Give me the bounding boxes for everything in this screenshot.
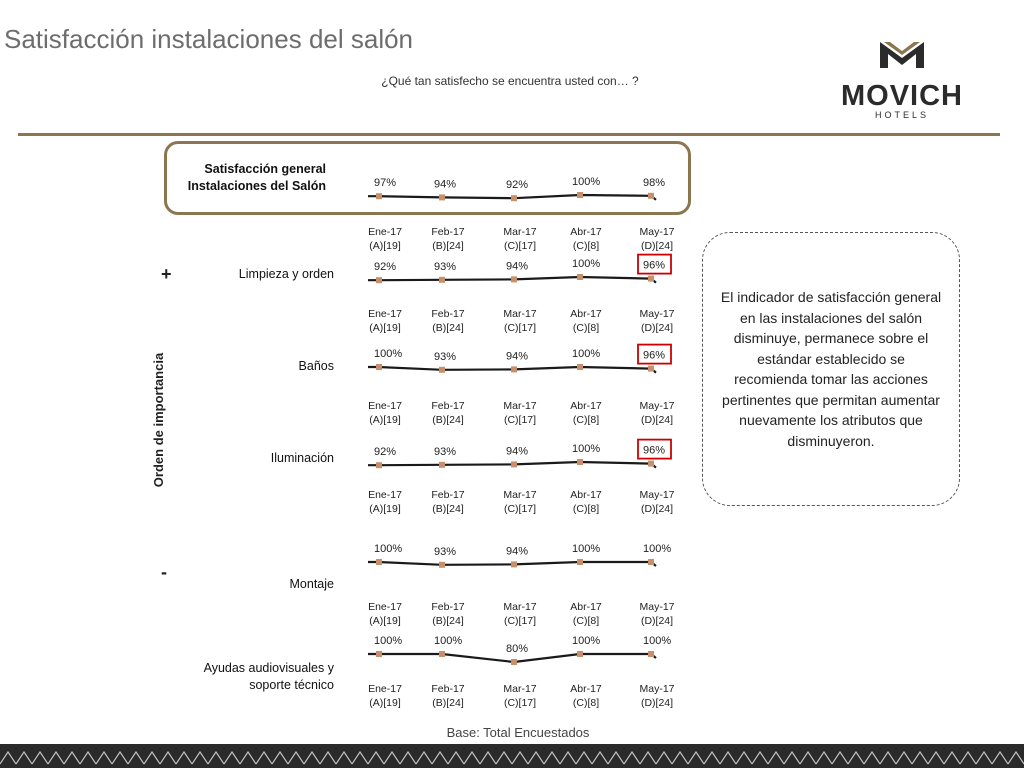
row-label-banos: Baños: [298, 359, 334, 373]
data-point-general-0: [376, 193, 382, 199]
series-montaje: [368, 543, 675, 627]
importance-axis-label: Orden de importancia: [151, 352, 166, 488]
x-tick-general-2: Mar-17: [503, 226, 537, 238]
data-point-iluminacion-1: [439, 462, 445, 468]
x-tick-general-4: May-17: [639, 226, 675, 238]
row-label-general-line1: Satisfacción general: [204, 162, 326, 176]
x-tick-iluminacion-2: Mar-17: [503, 489, 537, 501]
decorative-bottom-band: [0, 744, 1024, 768]
data-point-montaje-1: [439, 562, 445, 568]
x-tick-sub-banos-0: (A)[19]: [369, 414, 401, 426]
x-tick-sub-iluminacion-2: (C)[17]: [503, 503, 537, 515]
data-label-general-4: 98%: [643, 176, 666, 189]
row-label-iluminacion: Iluminación: [270, 451, 334, 465]
data-point-montaje-3: [577, 559, 583, 565]
data-label-ayudas-0: 100%: [374, 635, 403, 647]
insight-note-text: El indicador de satisfacción general en las instalaciones del salón disminuye, permanece sobre el estándar establecido se recomienda tomar las acciones pertinentes que permitan aumentar nuevamente los atributos que disminuyeron.: [720, 289, 942, 449]
x-tick-iluminacion-0: Ene-17: [368, 489, 402, 501]
data-label-ayudas-3: 100%: [572, 635, 601, 647]
x-tick-sub-limpieza-4: (D)[24]: [640, 322, 674, 334]
x-tick-sub-limpieza-0: (A)[19]: [369, 322, 401, 334]
x-tick-sub-banos-2: (C)[17]: [503, 414, 537, 426]
data-label-general-3: 100%: [572, 176, 601, 188]
x-tick-banos-4: May-17: [639, 400, 675, 412]
data-label-limpieza-0: 92%: [374, 261, 397, 274]
series-iluminacion: [368, 440, 675, 515]
data-point-limpieza-0: [376, 277, 382, 283]
x-tick-sub-general-4: (D)[24]: [640, 240, 674, 252]
data-point-general-1: [439, 194, 445, 200]
series-banos: [368, 345, 675, 426]
data-point-ayudas-2: [511, 659, 517, 665]
x-tick-ayudas-2: Mar-17: [503, 683, 537, 695]
data-point-banos-2: [511, 366, 517, 372]
data-label-general-2: 92%: [506, 179, 529, 192]
data-point-banos-3: [577, 364, 583, 370]
data-label-montaje-4: 100%: [643, 543, 672, 555]
data-label-limpieza-2: 94%: [506, 260, 529, 273]
x-tick-limpieza-4: May-17: [639, 308, 675, 320]
x-tick-sub-limpieza-3: (C)[8]: [572, 322, 600, 334]
data-label-banos-1: 93%: [434, 350, 457, 363]
data-label-montaje-2: 94%: [506, 545, 529, 558]
x-tick-banos-3: Abr-17: [570, 400, 602, 412]
series-ayudas: [368, 635, 675, 709]
data-point-limpieza-3: [577, 274, 583, 280]
data-label-ayudas-2: 80%: [506, 643, 529, 655]
data-point-general-2: [511, 195, 517, 201]
data-point-limpieza-4: [648, 276, 654, 282]
x-tick-ayudas-0: Ene-17: [368, 683, 402, 695]
data-label-montaje-0: 100%: [374, 543, 403, 555]
x-tick-iluminacion-1: Feb-17: [431, 489, 465, 501]
x-tick-sub-montaje-3: (C)[8]: [572, 615, 600, 627]
x-tick-ayudas-3: Abr-17: [570, 683, 602, 695]
x-tick-montaje-2: Mar-17: [503, 601, 537, 613]
logo-wordmark: MOVICH: [841, 80, 963, 112]
x-tick-sub-iluminacion-1: (B)[24]: [432, 503, 464, 515]
x-tick-sub-iluminacion-0: (A)[19]: [369, 503, 401, 515]
page-title: Satisfacción instalaciones del salón: [4, 24, 414, 54]
x-tick-sub-banos-4: (D)[24]: [640, 414, 674, 426]
data-point-iluminacion-2: [511, 461, 517, 467]
series-limpieza: [368, 255, 675, 334]
row-label-ayudas-line2: soporte técnico: [249, 678, 334, 692]
data-label-iluminacion-4: 96%: [643, 444, 666, 457]
row-label-montaje: Montaje: [289, 577, 334, 591]
x-tick-general-3: Abr-17: [570, 226, 602, 238]
x-tick-limpieza-2: Mar-17: [503, 308, 537, 320]
data-label-banos-4: 96%: [643, 349, 666, 362]
data-point-banos-1: [439, 367, 445, 373]
data-label-limpieza-4: 96%: [643, 259, 666, 272]
base-footnote: Base: Total Encuestados: [446, 725, 590, 740]
data-point-montaje-2: [511, 561, 517, 567]
x-tick-montaje-0: Ene-17: [368, 601, 402, 613]
x-tick-sub-ayudas-0: (A)[19]: [369, 697, 401, 709]
x-tick-sub-iluminacion-3: (C)[8]: [572, 503, 600, 515]
importance-minus-sign: -: [161, 562, 167, 582]
x-tick-montaje-4: May-17: [639, 601, 675, 613]
x-tick-montaje-1: Feb-17: [431, 601, 465, 613]
x-tick-sub-ayudas-2: (C)[17]: [503, 697, 537, 709]
x-tick-sub-limpieza-1: (B)[24]: [432, 322, 464, 334]
x-tick-banos-2: Mar-17: [503, 400, 537, 412]
x-tick-sub-general-1: (B)[24]: [432, 240, 464, 252]
x-tick-sub-banos-1: (B)[24]: [432, 414, 464, 426]
x-tick-iluminacion-3: Abr-17: [570, 489, 602, 501]
data-label-banos-2: 94%: [506, 350, 529, 363]
data-point-limpieza-1: [439, 277, 445, 283]
x-tick-limpieza-3: Abr-17: [570, 308, 602, 320]
x-tick-sub-montaje-4: (D)[24]: [640, 615, 674, 627]
data-label-ayudas-1: 100%: [434, 635, 463, 647]
data-point-limpieza-2: [511, 276, 517, 282]
x-tick-sub-ayudas-3: (C)[8]: [572, 697, 600, 709]
data-label-limpieza-1: 93%: [434, 260, 457, 273]
row-label-limpieza: Limpieza y orden: [238, 267, 334, 281]
data-label-iluminacion-1: 93%: [434, 445, 457, 458]
data-label-general-0: 97%: [374, 177, 397, 190]
data-point-ayudas-1: [439, 651, 445, 657]
data-label-banos-0: 100%: [374, 348, 403, 360]
x-tick-banos-1: Feb-17: [431, 400, 465, 412]
data-point-banos-0: [376, 364, 382, 370]
row-label-general-line2: Instalaciones del Salón: [187, 179, 326, 193]
data-point-iluminacion-3: [577, 459, 583, 465]
x-tick-limpieza-0: Ene-17: [368, 308, 402, 320]
logo-subtitle: HOTELS: [874, 110, 930, 120]
importance-plus-sign: +: [161, 264, 172, 284]
data-label-iluminacion-0: 92%: [374, 446, 397, 459]
x-tick-sub-general-2: (C)[17]: [503, 240, 537, 252]
insight-note: [702, 232, 960, 506]
x-tick-montaje-3: Abr-17: [570, 601, 602, 613]
data-point-ayudas-3: [577, 651, 583, 657]
x-tick-sub-montaje-1: (B)[24]: [432, 615, 464, 627]
data-label-banos-3: 100%: [572, 348, 601, 360]
series-general: [368, 176, 675, 252]
x-tick-sub-limpieza-2: (C)[17]: [503, 322, 537, 334]
x-tick-sub-ayudas-4: (D)[24]: [640, 697, 674, 709]
x-tick-banos-0: Ene-17: [368, 400, 402, 412]
survey-question: ¿Qué tan satisfecho se encuentra usted con… ?: [381, 74, 639, 88]
data-point-ayudas-4: [648, 651, 654, 657]
x-tick-sub-montaje-2: (C)[17]: [503, 615, 537, 627]
data-point-iluminacion-0: [376, 462, 382, 468]
data-label-montaje-1: 93%: [434, 545, 457, 558]
data-point-general-3: [577, 192, 583, 198]
data-label-limpieza-3: 100%: [572, 258, 601, 270]
data-label-iluminacion-3: 100%: [572, 443, 601, 455]
data-point-montaje-4: [648, 559, 654, 565]
row-label-ayudas-line1: Ayudas audiovisuales y: [203, 661, 334, 675]
x-tick-ayudas-1: Feb-17: [431, 683, 465, 695]
x-tick-sub-general-0: (A)[19]: [369, 240, 401, 252]
data-label-general-1: 94%: [434, 178, 457, 191]
data-label-iluminacion-2: 94%: [506, 445, 529, 458]
x-tick-general-1: Feb-17: [431, 226, 465, 238]
x-tick-iluminacion-4: May-17: [639, 489, 675, 501]
data-label-montaje-3: 100%: [572, 543, 601, 555]
x-tick-general-0: Ene-17: [368, 226, 402, 238]
data-label-ayudas-4: 100%: [643, 635, 672, 647]
data-point-ayudas-0: [376, 651, 382, 657]
x-tick-sub-iluminacion-4: (D)[24]: [640, 503, 674, 515]
x-tick-ayudas-4: May-17: [639, 683, 675, 695]
data-point-general-4: [648, 193, 654, 199]
data-point-montaje-0: [376, 559, 382, 565]
x-tick-sub-banos-3: (C)[8]: [572, 414, 600, 426]
x-tick-sub-general-3: (C)[8]: [572, 240, 600, 252]
x-tick-limpieza-1: Feb-17: [431, 308, 465, 320]
x-tick-sub-montaje-0: (A)[19]: [369, 615, 401, 627]
data-point-banos-4: [648, 366, 654, 372]
data-point-iluminacion-4: [648, 461, 654, 467]
x-tick-sub-ayudas-1: (B)[24]: [432, 697, 464, 709]
